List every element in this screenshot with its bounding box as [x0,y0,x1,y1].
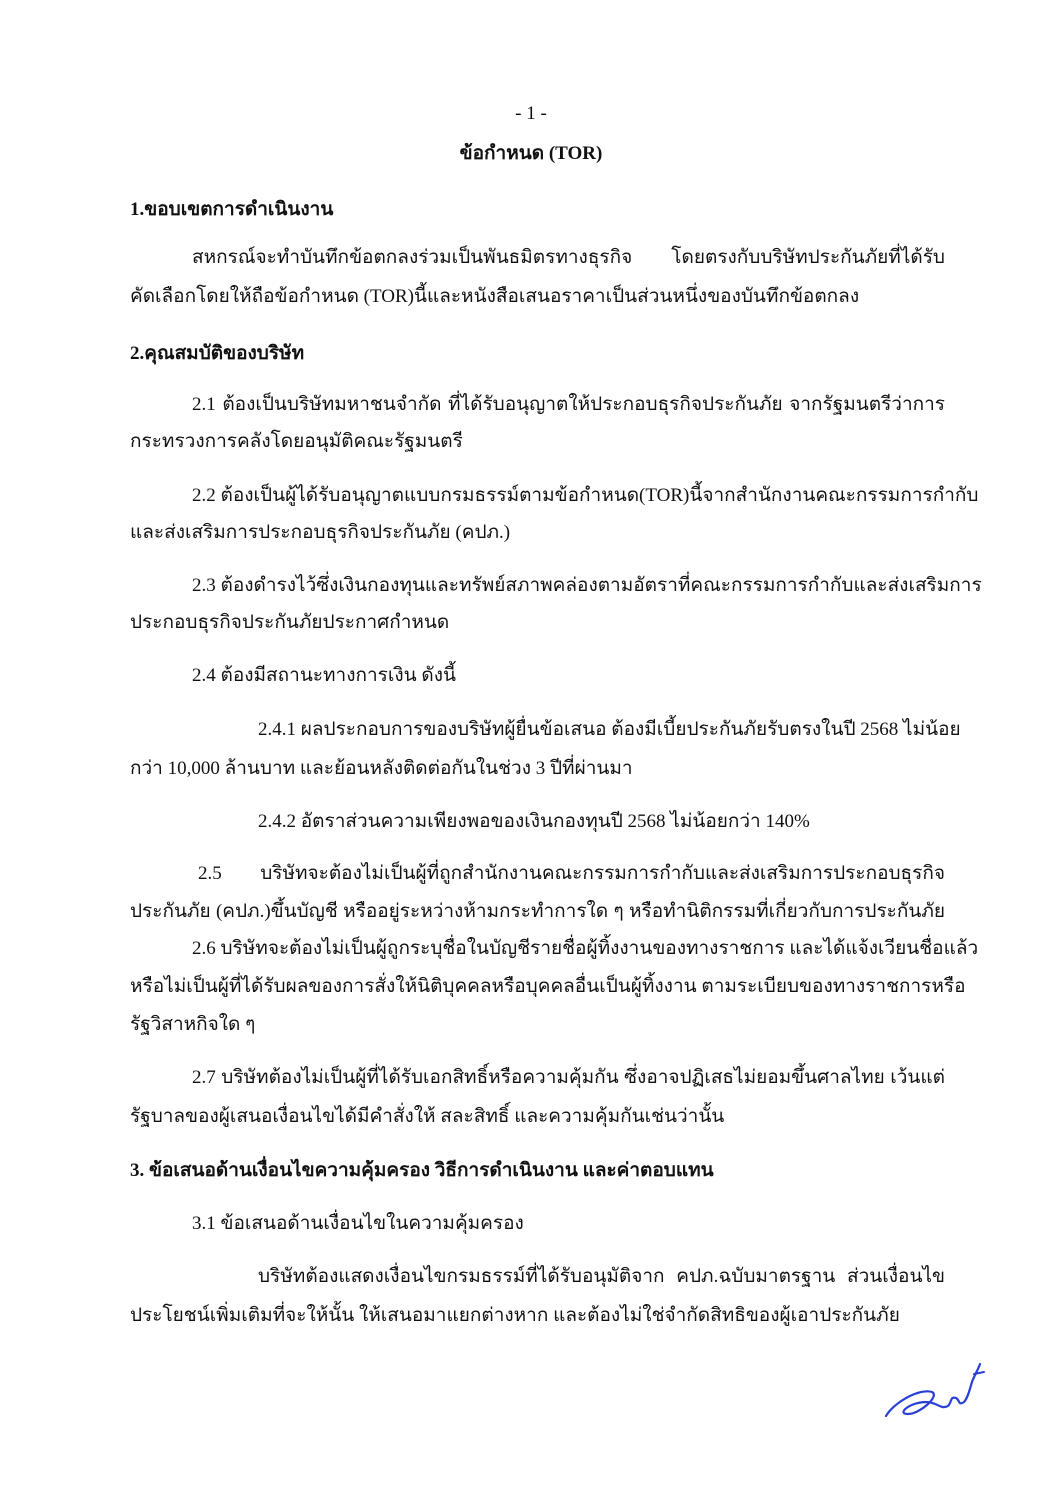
document-title: ข้อกำหนด (TOR) [459,143,603,164]
item-2-1-line-1: 2.1 ต้องเป็นบริษัทมหาชนจำกัด ที่ได้รับอนุญาตให้ประกอบธุรกิจประกันภัย จากรัฐมนตรีว่าการ [192,394,945,415]
item-2-7-line-2: รัฐบาลของผู้เสนอเงื่อนไขได้มีคำสั่งให้ สละสิทธิ์ และความคุ้มกันเช่นว่านั้น [130,1106,725,1127]
item-2-1-line-2: กระทรวงการคลังโดยอนุมัติคณะรัฐมนตรี [130,431,463,452]
item-2-5-line-2: ประกันภัย (คปภ.)ขึ้นบัญชี หรืออยู่ระหว่างห้ามกระทำการใด ๆ หรือทำนิติกรรมที่เกี่ยวกับการประกันภัย [130,901,945,922]
section-1-heading: 1.ขอบเขตการดำเนินงาน [130,199,334,220]
item-2-6-line-1: 2.6 บริษัทจะต้องไม่เป็นผู้ถูกระบุชื่อในบัญชีรายชื่อผู้ทิ้งงานของทางราชการ และได้แจ้งเวียนชื่อแล้ว [192,938,979,959]
item-2-4: 2.4 ต้องมีสถานะทางการเงิน ดังนี้ [192,665,456,686]
item-2-5-line-1: 2.5 บริษัทจะต้องไม่เป็นผู้ที่ถูกสำนักงานคณะกรรมการกำกับและส่งเสริมการประกอบธุรกิจ [198,863,945,884]
item-3-1: 3.1 ข้อเสนอด้านเงื่อนไขในความคุ้มครอง [192,1213,524,1234]
item-3-1-paragraph-line-2: ประโยชน์เพิ่มเติมที่จะให้นั้น ให้เสนอมาแยกต่างหาก และต้องไม่ใช่จำกัดสิทธิของผู้เอาประกันภัย [130,1305,900,1326]
item-2-6-line-3: รัฐวิสาหกิจใด ๆ [130,1014,256,1035]
item-2-7-line-1: 2.7 บริษัทต้องไม่เป็นผู้ที่ได้รับเอกสิทธิ์หรือความคุ้มกัน ซึ่งอาจปฏิเสธไม่ยอมขึ้นศาลไทย เว้นแต่ [192,1067,945,1088]
item-2-2-line-2: และส่งเสริมการประกอบธุรกิจประกันภัย (คปภ.) [130,522,511,543]
item-2-4-2: 2.4.2 อัตราส่วนความเพียงพอของเงินกองทุนปี 2568 ไม่น้อยกว่า 140% [258,811,810,832]
item-2-6-line-2: หรือไม่เป็นผู้ที่ได้รับผลของการสั่งให้นิติบุคคลหรือบุคคลอื่นเป็นผู้ทิ้งงาน ตามระเบียบของทางราชการหรือ [130,976,966,997]
section-1-paragraph-line-2: คัดเลือกโดยให้ถือข้อกำหนด (TOR)นี้และหนังสือเสนอราคาเป็นส่วนหนึ่งของบันทึกข้อตกลง [130,286,860,307]
item-2-3-line-2: ประกอบธุรกิจประกันภัยประกาศกำหนด [130,612,450,633]
section-1-paragraph-line-1: สหกรณ์จะทำบันทึกข้อตกลงร่วมเป็นพันธมิตรทางธุรกิจ โดยตรงกับบริษัทประกันภัยที่ได้รับ [192,247,945,268]
handwritten-signature [880,1352,990,1427]
item-3-1-paragraph-line-1: บริษัทต้องแสดงเงื่อนไขกรมธรรม์ที่ได้รับอนุมัติจาก คปภ.ฉบับมาตรฐาน ส่วนเงื่อนไข [258,1266,945,1287]
item-2-3-line-1: 2.3 ต้องดำรงไว้ซึ่งเงินกองทุนและทรัพย์สภาพคล่องตามอัตราที่คณะกรรมการกำกับและส่งเสริมการ [192,575,982,596]
item-2-4-1-line-1: 2.4.1 ผลประกอบการของบริษัทผู้ยื่นข้อเสนอ ต้องมีเบี้ยประกันภัยรับตรงในปี 2568 ไม่น้อย [258,719,961,740]
section-2-heading: 2.คุณสมบัติของบริษัท [130,343,305,364]
item-2-4-1-line-2: กว่า 10,000 ล้านบาท และย้อนหลังติดต่อกันในช่วง 3 ปีที่ผ่านมา [130,758,633,779]
section-3-heading: 3. ข้อเสนอด้านเงื่อนไขความคุ้มครอง วิธีการดำเนินงาน และค่าตอบแทน [130,1160,714,1181]
item-2-2-line-1: 2.2 ต้องเป็นผู้ได้รับอนุญาตแบบกรมธรรม์ตามข้อกำหนด(TOR)นี้จากสำนักงานคณะกรรมการกำกับ [192,485,979,506]
page-number: - 1 - [515,103,547,124]
